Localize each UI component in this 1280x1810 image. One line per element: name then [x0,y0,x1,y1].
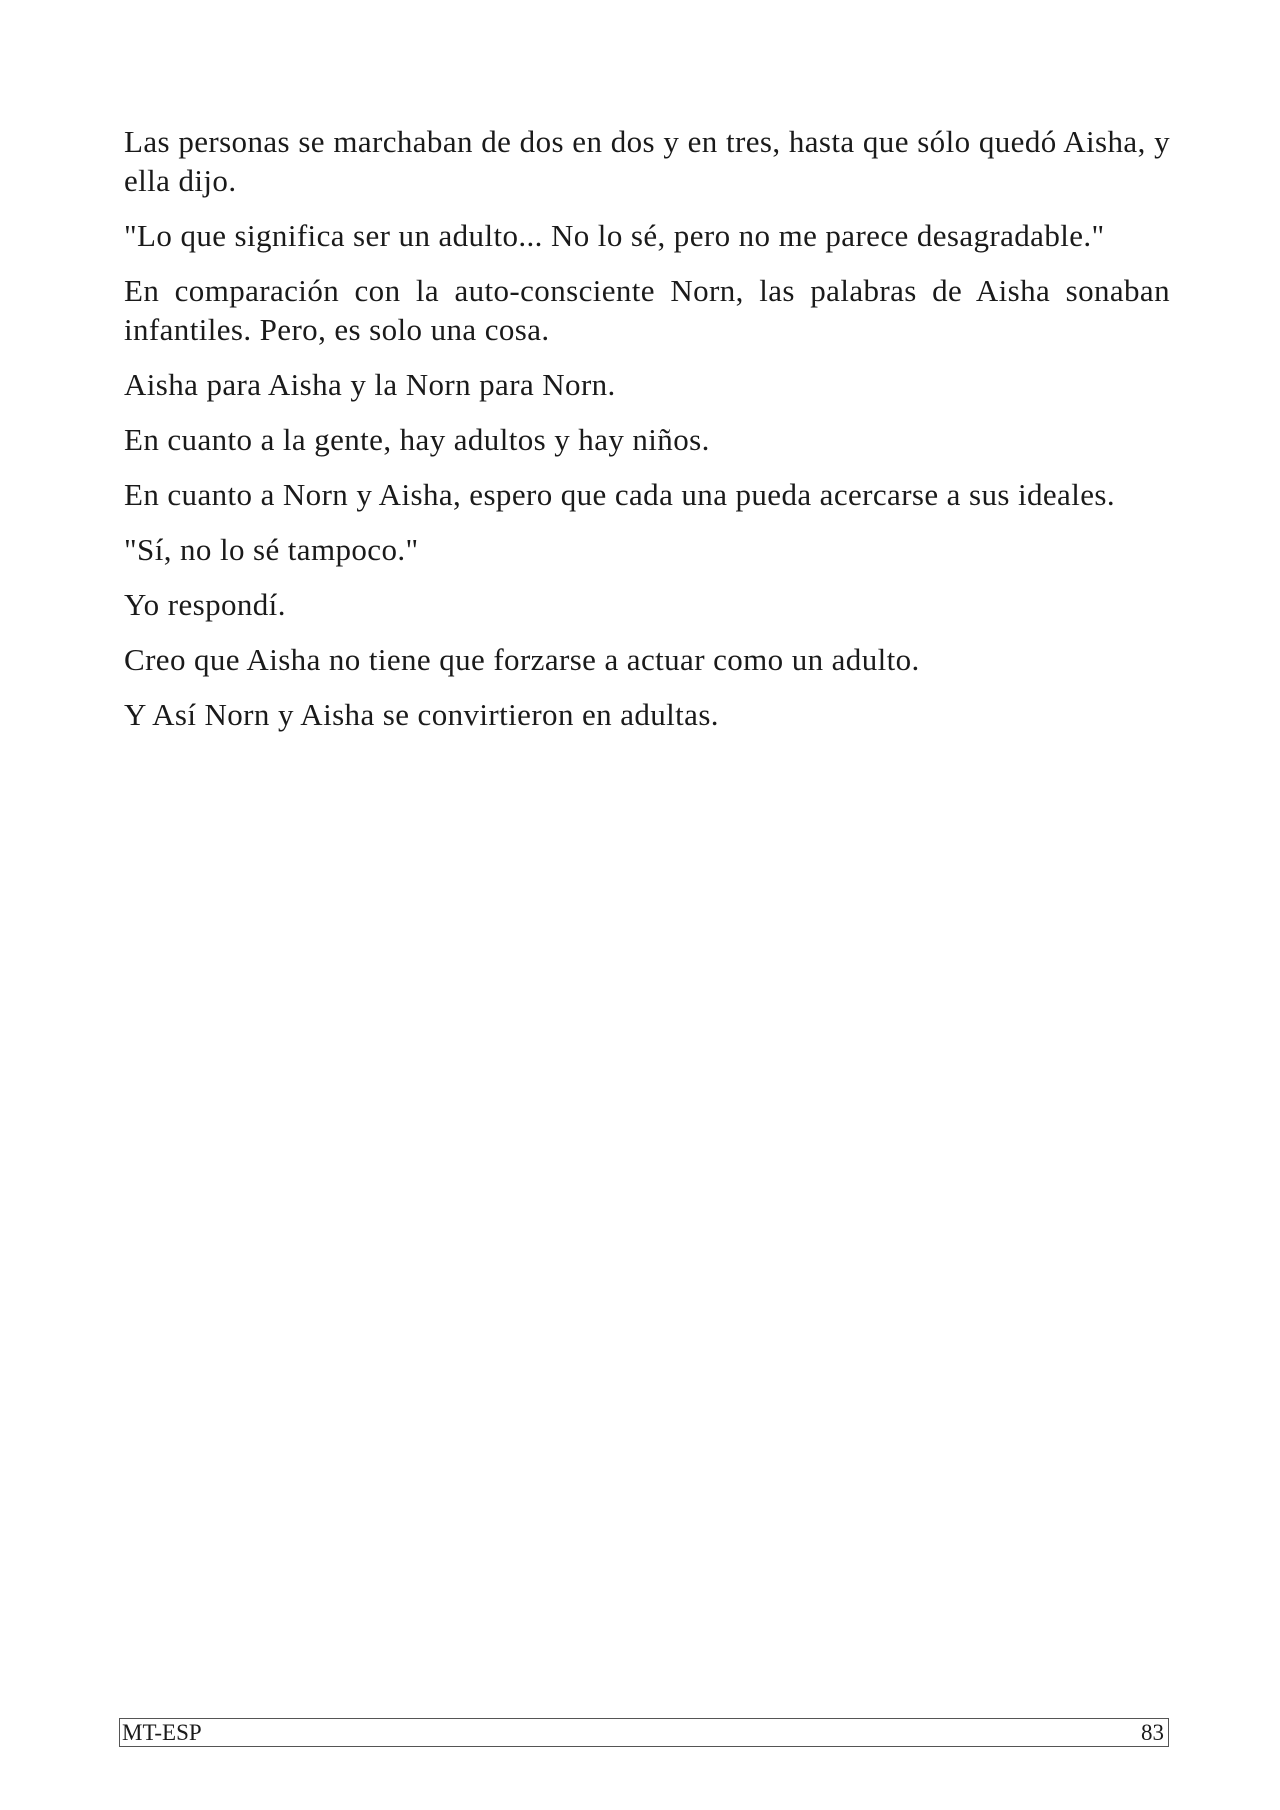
footer-label: MT-ESP [122,1720,202,1745]
paragraph-5: En cuanto a la gente, hay adultos y hay niños. [124,422,710,457]
paragraph-4: Aisha para Aisha y la Norn para Norn. [124,367,616,402]
paragraph-9: Creo que Aisha no tiene que forzarse a actuar como un adulto. [124,642,920,677]
paragraph-6: En cuanto a Norn y Aisha, espero que cada una pueda acercarse a sus ideales. [124,477,1115,512]
page-body-text [124,122,1170,750]
paragraph-10: Y Así Norn y Aisha se convirtieron en adultas. [124,697,719,732]
page-number: 83 [1141,1720,1164,1745]
paragraph-1: Las personas se marchaban de dos en dos y en tres, hasta que sólo quedó Aisha, y ella dijo. [124,124,1170,198]
paragraph-8: Yo respondí. [124,587,286,622]
paragraph-3: En comparación con la auto-consciente Norn, las palabras de Aisha sonaban infantiles. Pero, es solo una cosa. [124,273,1170,347]
paragraph-7: "Sí, no lo sé tampoco." [124,532,419,567]
paragraph-2: "Lo que significa ser un adulto... No lo sé, pero no me parece desagradable." [124,218,1105,253]
page-footer [119,1718,1169,1747]
